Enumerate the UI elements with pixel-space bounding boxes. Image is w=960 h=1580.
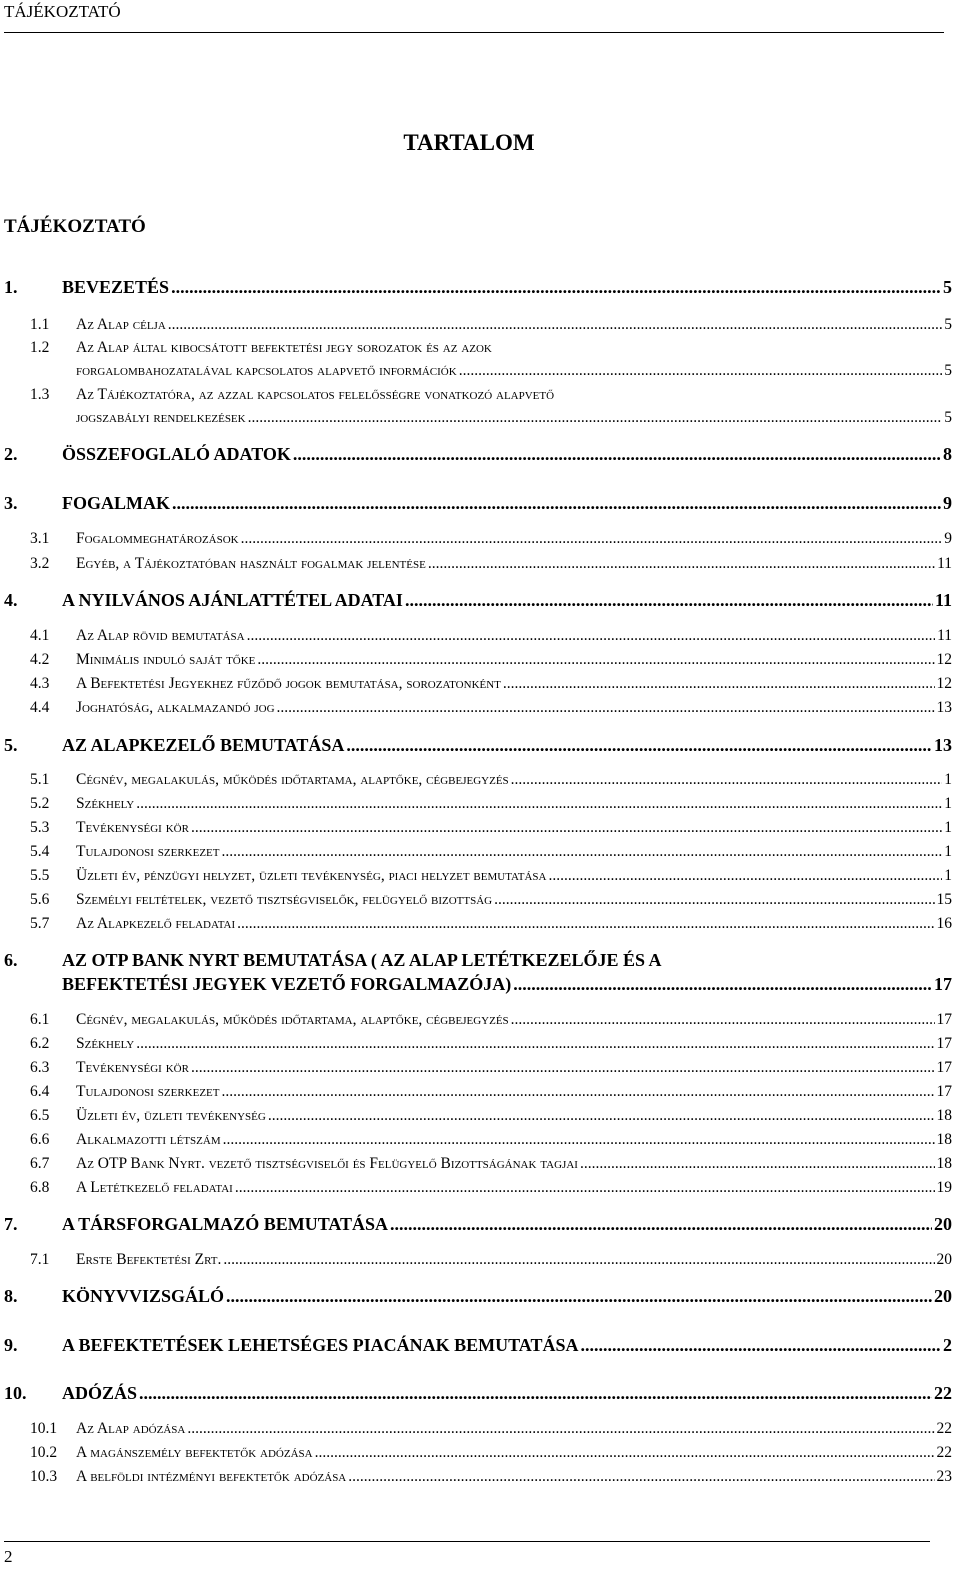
toc-title: Üzleti év, üzleti tevékenység bbox=[76, 1107, 266, 1124]
toc-entry[interactable] bbox=[0, 735, 952, 759]
toc-number: 6.6 bbox=[30, 1131, 50, 1148]
toc-page: 1 bbox=[944, 795, 952, 812]
toc-entry[interactable] bbox=[0, 771, 952, 795]
toc-number: 1. bbox=[4, 277, 18, 297]
toc-title-line: Az Alap által kibocsátott befektetési jegy sorozatok és az azok bbox=[76, 339, 492, 356]
toc-leader bbox=[503, 675, 935, 693]
toc-page: 13 bbox=[936, 699, 952, 716]
toc-page: 17 bbox=[934, 974, 952, 994]
toc-title: ÖSSZEFOGLALÓ ADATOK bbox=[62, 444, 291, 464]
toc-page: 13 bbox=[934, 735, 952, 755]
toc-number: 4.4 bbox=[30, 699, 50, 716]
toc-entry[interactable] bbox=[0, 1383, 952, 1407]
toc-page: 20 bbox=[934, 1214, 952, 1234]
toc-leader bbox=[348, 1468, 934, 1486]
toc-page: 8 bbox=[943, 444, 952, 464]
toc-page: 18 bbox=[936, 1131, 952, 1148]
toc-title: A TÁRSFORGALMAZÓ BEMUTATÁSA bbox=[62, 1214, 389, 1234]
toc-number: 6. bbox=[4, 950, 18, 970]
toc-number: 7. bbox=[4, 1214, 18, 1234]
toc-page: 5 bbox=[944, 362, 952, 379]
toc-number: 6.8 bbox=[30, 1179, 50, 1196]
toc-page: 5 bbox=[944, 316, 952, 333]
toc-entry[interactable] bbox=[0, 555, 952, 579]
toc-page: 20 bbox=[934, 1286, 952, 1306]
toc-title: Üzleti év, pénzügyi helyzet, üzleti tevékenység, piaci helyzet bemutatása bbox=[76, 867, 547, 884]
toc-number: 5.1 bbox=[30, 771, 50, 788]
toc-leader bbox=[241, 530, 943, 548]
toc-page: 23 bbox=[936, 1468, 952, 1485]
toc-number: 5.6 bbox=[30, 891, 50, 908]
toc-title: Joghatóság, alkalmazandó jog bbox=[76, 699, 275, 716]
toc-page: 11 bbox=[937, 555, 952, 572]
toc-title: KÖNYVVIZSGÁLÓ bbox=[62, 1286, 225, 1306]
toc-leader bbox=[191, 1059, 935, 1077]
toc-title: Tevékenységi kör bbox=[76, 819, 189, 836]
page-number: 2 bbox=[4, 1547, 13, 1566]
toc-leader bbox=[139, 1383, 932, 1404]
toc-number: 4.2 bbox=[30, 651, 50, 668]
toc-entry[interactable] bbox=[0, 1155, 952, 1179]
toc-entry[interactable] bbox=[0, 819, 952, 843]
toc-entry[interactable] bbox=[0, 1131, 952, 1155]
toc-title: AZ ALAPKEZELŐ BEMUTATÁSA bbox=[62, 735, 345, 755]
toc-leader bbox=[222, 843, 943, 861]
toc-leader bbox=[511, 1011, 935, 1029]
toc-title: BEFEKTETÉSI JEGYEK VEZETŐ FORGALMAZÓJA) bbox=[62, 974, 512, 994]
toc-page: 22 bbox=[934, 1383, 952, 1403]
toc-title: Székhely bbox=[76, 795, 135, 812]
toc-number: 1.1 bbox=[30, 316, 50, 333]
toc-leader bbox=[223, 1251, 934, 1269]
toc-number: 10.2 bbox=[30, 1444, 58, 1461]
toc-title: Erste Befektetési Zrt. bbox=[76, 1251, 222, 1268]
toc-leader bbox=[187, 1420, 934, 1438]
toc-leader bbox=[168, 316, 942, 334]
toc-leader bbox=[222, 1083, 935, 1101]
toc-page: 11 bbox=[937, 627, 952, 644]
toc-title: A NYILVÁNOS AJÁNLATTÉTEL ADATAI bbox=[62, 590, 403, 610]
toc-leader bbox=[136, 1035, 934, 1053]
toc-title: Minimális induló saját tőke bbox=[76, 651, 256, 668]
toc-leader bbox=[171, 277, 941, 298]
toc-page: 20 bbox=[936, 1251, 952, 1268]
toc-leader bbox=[277, 699, 935, 717]
toc-number: 5.4 bbox=[30, 843, 50, 860]
toc-entry[interactable] bbox=[0, 1214, 952, 1238]
toc-entry[interactable] bbox=[0, 1286, 952, 1310]
toc-entry[interactable] bbox=[0, 627, 952, 651]
toc-leader bbox=[494, 891, 934, 909]
toc-page: 17 bbox=[936, 1083, 952, 1100]
toc-number: 5.5 bbox=[30, 867, 50, 884]
toc-entry[interactable] bbox=[0, 1059, 952, 1083]
toc-title: Tulajdonosi szerkezet bbox=[76, 843, 220, 860]
toc-leader bbox=[223, 1131, 935, 1149]
toc-number: 10.3 bbox=[30, 1468, 58, 1485]
toc-entry[interactable] bbox=[0, 950, 952, 1000]
toc-title-line: AZ OTP BANK NYRT BEMUTATÁSA ( AZ ALAP LETÉTKEZELŐJE ÉS A bbox=[62, 950, 662, 970]
toc-page: 18 bbox=[936, 1155, 952, 1172]
toc-leader bbox=[191, 819, 942, 837]
toc-leader bbox=[136, 795, 942, 813]
toc-leader bbox=[580, 1335, 941, 1356]
toc-entry[interactable] bbox=[0, 1251, 952, 1275]
toc-page: 22 bbox=[936, 1420, 952, 1437]
toc-title: Az OTP Bank Nyrt. vezető tisztségviselői és Felügyelő Bizottságának tagjai bbox=[76, 1155, 578, 1172]
toc-entry[interactable] bbox=[0, 795, 952, 819]
toc-entry[interactable] bbox=[0, 699, 952, 723]
toc-number: 7.1 bbox=[30, 1251, 50, 1268]
toc-page: 1 bbox=[944, 843, 952, 860]
toc-title: Székhely bbox=[76, 1035, 135, 1052]
toc-page: 2 bbox=[943, 1335, 952, 1355]
toc-leader bbox=[315, 1444, 935, 1462]
toc-title: Az Alap rövid bemutatása bbox=[76, 627, 245, 644]
toc-page: 15 bbox=[936, 891, 952, 908]
header-rule bbox=[4, 32, 944, 33]
toc-leader bbox=[580, 1155, 935, 1173]
toc-entry[interactable] bbox=[0, 1468, 952, 1492]
toc-entry[interactable] bbox=[0, 675, 952, 699]
toc-title: Tulajdonosi szerkezet bbox=[76, 1083, 220, 1100]
toc-leader bbox=[293, 444, 941, 465]
toc-number: 6.1 bbox=[30, 1011, 50, 1028]
document-subtitle: TÁJÉKOZTATÓ bbox=[4, 216, 146, 237]
toc-page: 17 bbox=[936, 1011, 952, 1028]
toc-title: ADÓZÁS bbox=[62, 1383, 138, 1403]
toc-page: 22 bbox=[936, 1444, 952, 1461]
toc-page: 1 bbox=[944, 819, 952, 836]
toc-entry[interactable] bbox=[0, 444, 952, 468]
toc-entry[interactable] bbox=[0, 493, 952, 517]
toc-leader bbox=[237, 915, 934, 933]
toc-number: 6.2 bbox=[30, 1035, 50, 1052]
toc-leader bbox=[405, 590, 933, 611]
toc-title: A Letétkezelő feladatai bbox=[76, 1179, 233, 1196]
toc-entry[interactable] bbox=[0, 277, 952, 301]
toc-entry[interactable] bbox=[0, 867, 952, 891]
toc-page: 1 bbox=[944, 867, 952, 884]
toc-number: 6.7 bbox=[30, 1155, 50, 1172]
toc-leader bbox=[257, 651, 934, 669]
toc-number: 2. bbox=[4, 444, 18, 464]
toc-leader bbox=[172, 493, 941, 514]
page-title: TARTALOM bbox=[403, 130, 535, 155]
toc-number: 6.4 bbox=[30, 1083, 50, 1100]
toc-title: FOGALMAK bbox=[62, 493, 170, 513]
toc-number: 1.3 bbox=[30, 386, 50, 403]
toc-title: A Befektetési Jegyekhez fűződő jogok bemutatása, sorozatonként bbox=[76, 675, 501, 692]
toc-number: 5.3 bbox=[30, 819, 50, 836]
toc-entry[interactable] bbox=[0, 1035, 952, 1059]
toc-number: 4. bbox=[4, 590, 18, 610]
toc-entry[interactable] bbox=[0, 891, 952, 915]
toc-entry[interactable] bbox=[0, 316, 952, 340]
running-header: TÁJÉKOZTATÓ bbox=[4, 2, 121, 21]
toc-leader bbox=[235, 1179, 935, 1197]
toc-number: 5.7 bbox=[30, 915, 50, 932]
toc-number: 4.3 bbox=[30, 675, 50, 692]
toc-leader bbox=[428, 555, 935, 573]
toc-number: 3. bbox=[4, 493, 18, 513]
toc-title: forgalombahozatalával kapcsolatos alapvető információk bbox=[76, 362, 457, 379]
toc-number: 1.2 bbox=[30, 339, 50, 356]
toc-number: 8. bbox=[4, 1286, 18, 1306]
toc-number: 9. bbox=[4, 1335, 18, 1355]
toc-number: 10. bbox=[4, 1383, 27, 1403]
toc-number: 5. bbox=[4, 735, 18, 755]
toc-leader bbox=[226, 1286, 932, 1307]
toc-number: 10.1 bbox=[30, 1420, 58, 1437]
toc-entry[interactable] bbox=[0, 1011, 952, 1035]
toc-entry[interactable] bbox=[0, 1107, 952, 1131]
toc-title: BEVEZETÉS bbox=[62, 277, 170, 297]
toc-leader bbox=[511, 771, 943, 789]
toc-entry[interactable] bbox=[0, 530, 952, 554]
toc-entry[interactable] bbox=[0, 1335, 952, 1359]
toc-title-line: Az Tájékoztatóra, az azzal kapcsolatos felelősségre vonatkozó alapvető bbox=[76, 386, 555, 403]
toc-page: 9 bbox=[943, 493, 952, 513]
toc-title: Az Alap adózása bbox=[76, 1420, 186, 1437]
toc-page: 1 bbox=[944, 771, 952, 788]
toc-entry[interactable] bbox=[0, 1444, 952, 1468]
toc-leader bbox=[346, 735, 932, 756]
toc-page: 16 bbox=[936, 915, 952, 932]
toc-title: Az Alapkezelő feladatai bbox=[76, 915, 236, 932]
toc-leader bbox=[390, 1214, 932, 1235]
toc-title: A magánszemély befektetők adózása bbox=[76, 1444, 313, 1461]
toc-title: Személyi feltételek, vezető tisztségviselők, felügyelő bizottság bbox=[76, 891, 493, 908]
toc-entry[interactable] bbox=[0, 590, 952, 614]
toc-entry[interactable] bbox=[0, 339, 952, 387]
toc-entry[interactable] bbox=[0, 651, 952, 675]
toc-leader bbox=[268, 1107, 935, 1125]
toc-page: 11 bbox=[934, 590, 952, 610]
toc-title: Fogalommeghatározások bbox=[76, 530, 239, 547]
footer-rule bbox=[4, 1541, 930, 1542]
toc-page: 17 bbox=[936, 1059, 952, 1076]
toc-number: 5.2 bbox=[30, 795, 50, 812]
toc-number: 4.1 bbox=[30, 627, 50, 644]
toc-title: Cégnév, megalakulás, működés időtartama, alaptőke, cégbejegyzés bbox=[76, 771, 509, 788]
toc-leader bbox=[459, 362, 943, 380]
toc-number: 6.5 bbox=[30, 1107, 50, 1124]
toc-title: Tevékenységi kör bbox=[76, 1059, 189, 1076]
toc-page: 5 bbox=[944, 409, 952, 426]
toc-entry[interactable] bbox=[0, 1420, 952, 1444]
toc-entry[interactable] bbox=[0, 843, 952, 867]
toc-title: Cégnév, megalakulás, működés időtartama, alaptőke, cégbejegyzés bbox=[76, 1011, 509, 1028]
toc-entry[interactable] bbox=[0, 386, 952, 434]
toc-page: 12 bbox=[936, 651, 952, 668]
toc-page: 5 bbox=[943, 277, 952, 297]
toc-number: 3.1 bbox=[30, 530, 50, 547]
toc-entry[interactable] bbox=[0, 1179, 952, 1203]
toc-leader bbox=[513, 974, 932, 995]
toc-entry[interactable] bbox=[0, 915, 952, 939]
toc-leader bbox=[549, 867, 943, 885]
toc-number: 3.2 bbox=[30, 555, 50, 572]
toc-leader bbox=[247, 627, 936, 645]
toc-entry[interactable] bbox=[0, 1083, 952, 1107]
toc-page: 9 bbox=[944, 530, 952, 547]
toc-number: 6.3 bbox=[30, 1059, 50, 1076]
toc-page: 19 bbox=[936, 1179, 952, 1196]
toc-page: 17 bbox=[936, 1035, 952, 1052]
toc-title: Egyéb, a Tájékoztatóban használt fogalmak jelentése bbox=[76, 555, 426, 572]
toc-title: Az Alap célja bbox=[76, 316, 166, 333]
toc-leader bbox=[248, 409, 943, 427]
toc-page: 12 bbox=[936, 675, 952, 692]
toc-title: Alkalmazotti létszám bbox=[76, 1131, 221, 1148]
toc-page: 18 bbox=[936, 1107, 952, 1124]
toc-title: A BEFEKTETÉSEK LEHETSÉGES PIACÁNAK BEMUTATÁSA bbox=[62, 1335, 579, 1355]
toc-title: A belföldi intézményi befektetők adózása bbox=[76, 1468, 347, 1485]
toc-title: jogszabályi rendelkezések bbox=[76, 409, 246, 426]
